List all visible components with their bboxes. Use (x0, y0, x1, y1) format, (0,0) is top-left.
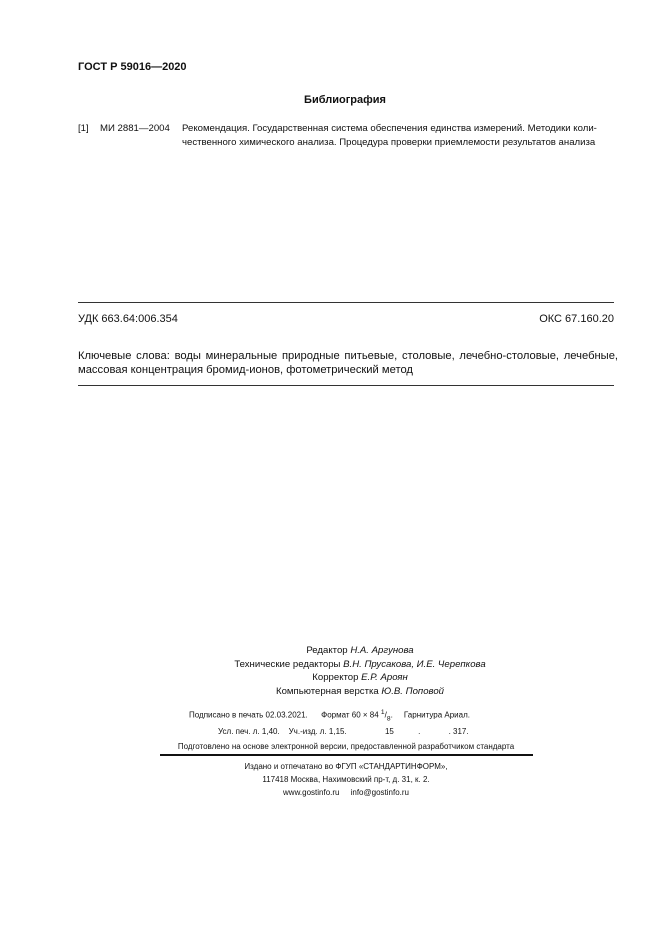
website-link[interactable]: www.gostinfo.ru (283, 788, 340, 797)
ref-text-line1: Рекомендация. Государственная система обеспечения единства измерений. Методики коли- (182, 123, 597, 134)
format: Формат 60 × 84 (321, 710, 379, 720)
credits (130, 644, 590, 698)
format-num: 1 (380, 709, 385, 716)
publisher: Издано и отпечатано во ФГУП «СТАНДАРТИНФОРМ», (244, 762, 448, 771)
oks: ОКС 67.160.20 (539, 313, 614, 325)
standard-number: ГОСТ Р 59016—2020 (78, 61, 187, 73)
format-den: 8 (386, 715, 391, 723)
layout-label: Компьютерная верстка (276, 685, 379, 697)
divider (78, 302, 614, 303)
prepared-note: Подготовлено на основе электронной версии, предоставленной разработчиком стандарта (177, 742, 515, 751)
typeface: Гарнитура Ариал. (403, 710, 470, 720)
address: 117418 Москва, Нахимовский пр-т, д. 31, к. 2. (262, 775, 430, 784)
ref-code: МИ 2881—2004 (100, 123, 170, 134)
tech-editors-names: В.Н. Прусакова, И.Е. Черепкова (343, 658, 486, 670)
publ-sheets: Уч.-изд. л. 1,15. (288, 727, 347, 736)
print-sheets: Усл. печ. л. 1,40. (218, 727, 280, 736)
divider (78, 385, 614, 386)
imprint-line2 (218, 727, 469, 736)
signed-date: Подписано в печать 02.03.2021. (189, 710, 308, 720)
order: . 317. (448, 727, 469, 736)
layout-name: Ю.В. Поповой (381, 685, 444, 697)
udk: УДК 663.64:006.354 (78, 313, 178, 325)
keywords (78, 349, 618, 377)
copies: 15 (384, 727, 394, 736)
corrector-label: Корректор (312, 672, 359, 683)
editor-label: Редактор (306, 645, 348, 656)
format-end: . (390, 710, 393, 720)
tech-editors-label: Технические редакторы (234, 658, 341, 670)
keywords-label: Ключевые слова: (78, 350, 170, 362)
sep: . (418, 727, 421, 736)
imprint-line1: Подписано в печать 02.03.2021. Формат 60 × 84 $^1/_8$. Гарнитура Ариал. (189, 709, 470, 723)
corrector-name: Е.Р. Ароян (361, 672, 408, 683)
keywords-text: воды минеральные природные питьевые, столовые, лечебно-столовые, лечебные, массовая концентрация бромид-ионов, фотометрический метод (78, 350, 619, 376)
ref-text-line2: чественного химического анализа. Процедура проверки приемлемости результатов анализа (182, 137, 596, 148)
ref-number: [1] (78, 123, 89, 134)
contacts (0, 788, 661, 797)
bibliography-title: Библиография (304, 94, 386, 106)
divider-thick (160, 754, 533, 756)
email-link[interactable]: info@gostinfo.ru (350, 788, 409, 797)
editor-name: Н.А. Аргунова (350, 645, 414, 656)
